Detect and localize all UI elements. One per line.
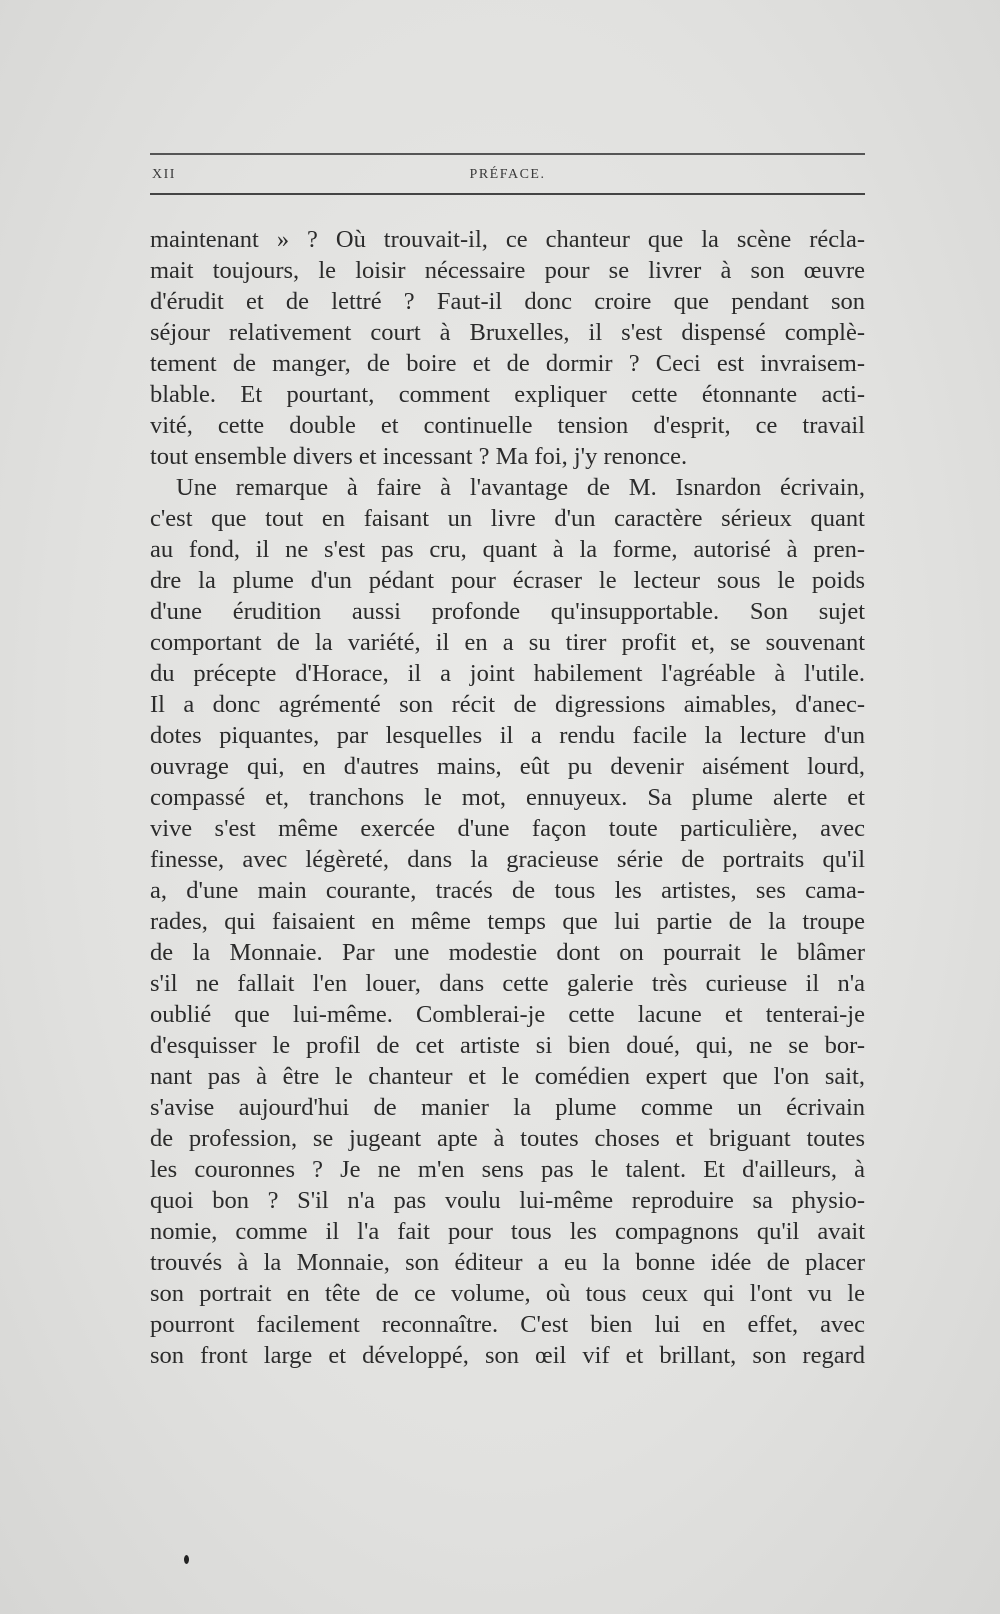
text-line: Il a donc agrémenté son récit de digressions aimables, d'anec-: [150, 691, 865, 718]
text-line: blable. Et pourtant, comment expliquer cette étonnante acti-: [150, 381, 865, 408]
text-line: oublié que lui-même. Comblerai-je cette lacune et tenterai-je: [150, 1001, 865, 1028]
header-rule-top: [150, 153, 865, 155]
text-line: pourront facilement reconnaître. C'est bien lui en effet, avec: [150, 1311, 865, 1338]
text-line: nomie, comme il l'a fait pour tous les compagnons qu'il avait: [150, 1218, 865, 1245]
text-line: de la Monnaie. Par une modestie dont on pourrait le blâmer: [150, 939, 865, 966]
body-text: [150, 224, 865, 1371]
text-line: vive s'est même exercée d'une façon toute particulière, avec: [150, 815, 865, 842]
text-line: Une remarque à faire à l'avantage de M. Isnardon écrivain,: [176, 474, 865, 501]
text-line: finesse, avec légèreté, dans la gracieuse série de portraits qu'il: [150, 846, 865, 873]
text-line: nant pas à être le chanteur et le comédien expert que l'on sait,: [150, 1063, 865, 1090]
text-line: mait toujours, le loisir nécessaire pour se livrer à son œuvre: [150, 257, 865, 284]
text-line: son front large et développé, son œil vif et brillant, son regard: [150, 1342, 865, 1369]
text-line: a, d'une main courante, tracés de tous les artistes, ses cama-: [150, 877, 865, 904]
text-line: maintenant » ? Où trouvait-il, ce chanteur que la scène récla-: [150, 226, 865, 253]
text-line: au fond, il ne s'est pas cru, quant à la forme, autorisé à pren-: [150, 536, 865, 563]
page-number: XII: [152, 167, 176, 182]
text-line: comportant de la variété, il en a su tirer profit et, se souvenant: [150, 629, 865, 656]
text-line: trouvés à la Monnaie, son éditeur a eu la bonne idée de placer: [150, 1249, 865, 1276]
text-line: dotes piquantes, par lesquelles il a rendu facile la lecture d'un: [150, 722, 865, 749]
running-title: PRÉFACE.: [469, 167, 546, 182]
text-line: d'érudit et de lettré ? Faut-il donc croire que pendant son: [150, 288, 865, 315]
text-line: séjour relativement court à Bruxelles, il s'est dispensé complè-: [150, 319, 865, 346]
text-line: du précepte d'Horace, il a joint habilement l'agréable à l'utile.: [150, 660, 865, 687]
text-line: son portrait en tête de ce volume, où tous ceux qui l'ont vu le: [150, 1280, 865, 1307]
text-line: vité, cette double et continuelle tension d'esprit, ce travail: [150, 412, 865, 439]
text-line: d'une érudition aussi profonde qu'insupportable. Son sujet: [150, 598, 865, 625]
text-line: de profession, se jugeant apte à toutes choses et briguant toutes: [150, 1125, 865, 1152]
text-line: quoi bon ? S'il n'a pas voulu lui-même reproduire sa physio-: [150, 1187, 865, 1214]
text-line: tout ensemble divers et incessant ? Ma foi, j'y renonce.: [150, 443, 688, 470]
text-line: ouvrage qui, en d'autres mains, eût pu devenir aisément lourd,: [150, 753, 865, 780]
header-rule-bottom: [150, 193, 865, 195]
text-line: s'avise aujourd'hui de manier la plume comme un écrivain: [150, 1094, 865, 1121]
text-line: dre la plume d'un pédant pour écraser le lecteur sous le poids: [150, 567, 865, 594]
text-line: d'esquisser le profil de cet artiste si bien doué, qui, ne se bor-: [150, 1032, 865, 1059]
text-line: compassé et, tranchons le mot, ennuyeux. Sa plume alerte et: [150, 784, 865, 811]
ink-speck: [184, 1555, 189, 1564]
text-line: c'est que tout en faisant un livre d'un caractère sérieux quant: [150, 505, 865, 532]
text-line: s'il ne fallait l'en louer, dans cette galerie très curieuse il n'a: [150, 970, 865, 997]
running-head: [150, 167, 865, 187]
text-line: les couronnes ? Je ne m'en sens pas le talent. Et d'ailleurs, à: [150, 1156, 865, 1183]
text-line: tement de manger, de boire et de dormir ? Ceci est invraisem-: [150, 350, 865, 377]
text-line: rades, qui faisaient en même temps que lui partie de la troupe: [150, 908, 865, 935]
